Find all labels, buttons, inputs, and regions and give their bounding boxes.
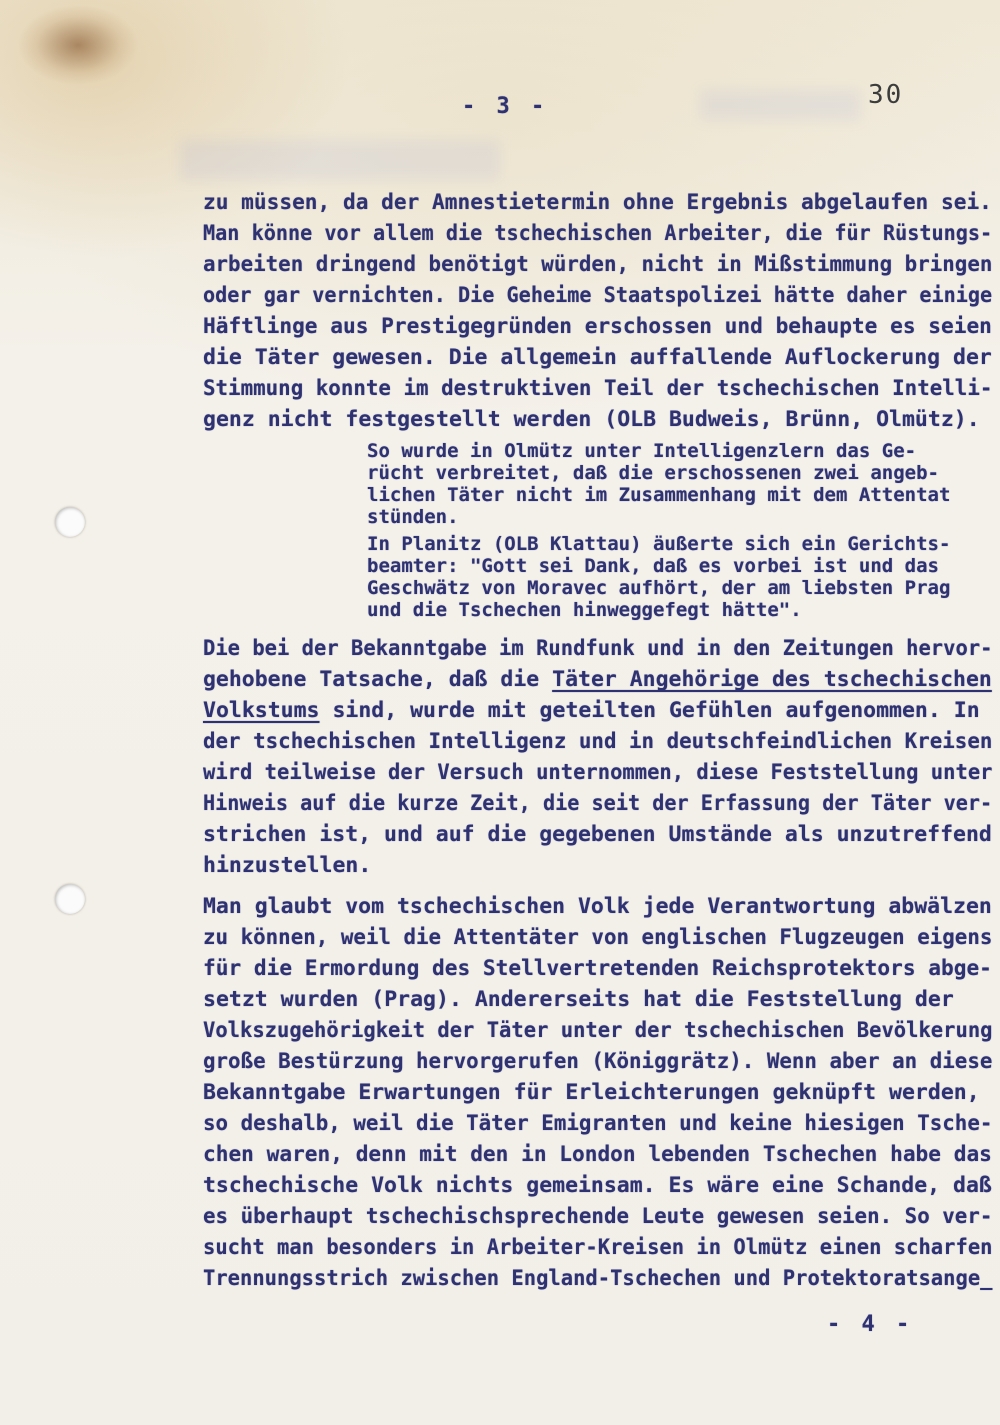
text-line: Trennungsstrich zwischen England-Tschechen und Protektoratsange_ <box>203 1266 993 1291</box>
text-line: so deshalb, weil die Täter Emigranten und keine hiesigen Tsche- <box>203 1111 993 1136</box>
quote-line: lichen Täter nicht im Zusammenhang mit dem Attentat <box>367 484 951 506</box>
text-line <box>203 696 980 726</box>
page-number: - 3 - <box>462 94 549 119</box>
punch-hole <box>55 884 85 914</box>
quote-line: Geschwätz von Moravec aufhört, der am liebsten Prag <box>367 577 951 599</box>
underlined-phrase: Volkstums <box>203 698 320 723</box>
text-line: Stimmung konnte im destruktiven Teil der tschechischen Intelli- <box>203 376 993 401</box>
text-line: setzt wurden (Prag). Andererseits hat die Feststellung der <box>203 987 954 1012</box>
quote-line: In Planitz (OLB Klattau) äußerte sich ein Gerichts- <box>367 533 951 555</box>
text-line: strichen ist, und auf die gegebenen Umstände als unzutreffend <box>203 822 992 847</box>
text-line: zu können, weil die Attentäter von englischen Flugzeugen eigens <box>203 925 993 950</box>
quote-line: rücht verbreitet, daß die erschossenen zwei angeb- <box>367 462 939 484</box>
text-line: tschechische Volk nichts gemeinsam. Es wäre eine Schande, daß <box>203 1173 992 1198</box>
text-line: sucht man besonders in Arbeiter-Kreisen in Olmütz einen scharfen <box>203 1235 993 1260</box>
ink-bleed-mark <box>700 90 860 120</box>
quote-line: stünden. <box>367 506 459 528</box>
text-segment: sind, wurde mit geteilten Gefühlen aufgenommen. In <box>319 698 980 723</box>
text-line <box>203 665 992 695</box>
text-line: Volkszugehörigkeit der Täter unter der tschechischen Bevölkerung <box>203 1018 993 1043</box>
text-line: die Täter gewesen. Die allgemein auffallende Auflockerung der <box>203 345 992 370</box>
text-line: für die Ermordung des Stellvertretenden Reichsprotektors abge- <box>203 956 992 981</box>
punch-hole <box>55 507 85 537</box>
text-line: Bekanntgabe Erwartungen für Erleichterungen geknüpft werden, <box>203 1080 980 1105</box>
text-line: hinzustellen. <box>203 853 372 878</box>
text-line: Man glaubt vom tschechischen Volk jede Verantwortung abwälzen <box>203 894 992 919</box>
next-page-marker: - 4 - <box>827 1312 914 1337</box>
corner-annotation: 30 <box>868 80 904 110</box>
text-segment: gehobene Tatsache, daß die <box>203 667 553 692</box>
text-line: der tschechischen Intelligenz und in deutschfeindlichen Kreisen <box>203 729 993 754</box>
text-line: arbeiten dringend benötigt würden, nicht in Mißstimmung bringen <box>203 252 993 277</box>
quote-line: So wurde in Olmütz unter Intelligenzlern das Ge- <box>367 440 917 462</box>
text-line: chen waren, denn mit den in London lebenden Tschechen habe das <box>203 1142 992 1167</box>
text-line: es überhaupt tschechischsprechende Leute gewesen seien. So ver- <box>203 1204 993 1229</box>
text-line: zu müssen, da der Amnestietermin ohne Ergebnis abgelaufen sei. <box>203 190 992 215</box>
text-line: Hinweis auf die kurze Zeit, die seit der Erfassung der Täter ver- <box>203 791 993 816</box>
ink-bleed-mark <box>180 140 500 180</box>
text-line: genz nicht festgestellt werden (OLB Budweis, Brünn, Olmütz). <box>203 407 980 432</box>
text-line: oder gar vernichten. Die Geheime Staatspolizei hätte daher einige <box>203 283 993 308</box>
text-line: wird teilweise der Versuch unternommen, diese Feststellung unter <box>203 760 993 785</box>
underlined-phrase: Täter Angehörige des tschechischen <box>552 667 992 692</box>
text-line: Häftlinge aus Prestigegründen erschossen und behaupte es seien <box>203 314 992 339</box>
text-line: große Bestürzung hervorgerufen (Königgrätz). Wenn aber an diese <box>203 1049 993 1074</box>
quote-line: beamter: "Gott sei Dank, daß es vorbei ist und das <box>367 555 939 577</box>
text-line: Man könne vor allem die tschechischen Arbeiter, die für Rüstungs- <box>203 221 993 246</box>
quote-line: und die Tschechen hinweggefegt hätte". <box>367 599 802 621</box>
text-line: Die bei der Bekanntgabe im Rundfunk und in den Zeitungen hervor- <box>203 636 993 661</box>
